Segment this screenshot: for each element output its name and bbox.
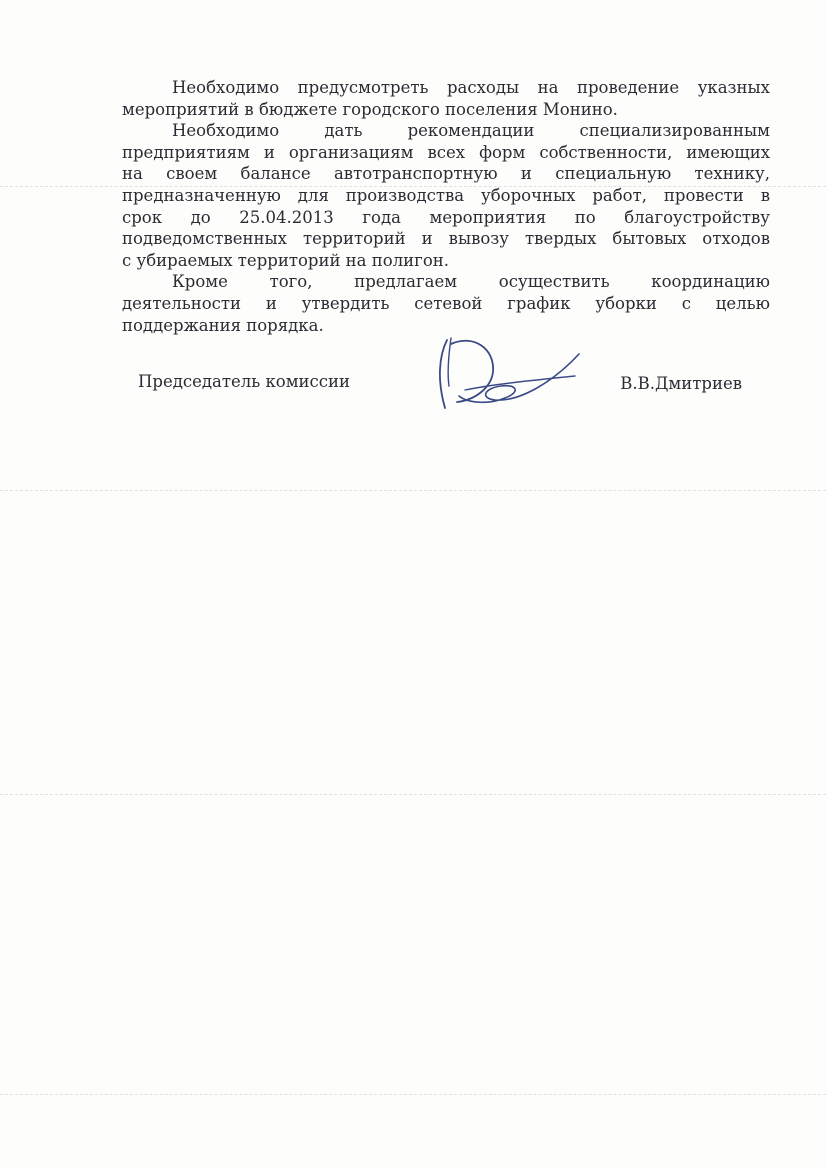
scan-artifact-line (0, 490, 826, 491)
text-line: срок до 25.04.2013 года мероприятия по благоустройству (122, 207, 770, 227)
text-line: Кроме того, предлагаем осуществить координацию (172, 272, 770, 292)
document-body (122, 77, 770, 336)
text-line: подведомственных территорий и вывозу твердых бытовых отходов (122, 229, 770, 249)
text-line: мероприятий в бюджете городского поселения Монино. (122, 99, 618, 119)
text-line: Необходимо предусмотреть расходы на проведение указных (172, 78, 770, 97)
text-line: поддержания порядка. (122, 315, 324, 335)
signatory-title: Председатель комиссии (138, 372, 351, 391)
text-line: на своем балансе автотранспортную и специальную технику, (122, 164, 770, 184)
signatory-name: В.В.Дмитриев (620, 374, 742, 393)
paragraph-expenses (122, 77, 770, 120)
text-line: Необходимо дать рекомендации специализированным (172, 121, 770, 141)
text-line: предназначенную для производства уборочных работ, провести в (122, 185, 770, 205)
paragraph-coordination (122, 271, 770, 336)
text-line: с убираемых территорий на полигон. (122, 250, 449, 270)
paragraph-recommendations (122, 120, 770, 271)
scan-artifact-line (0, 794, 826, 795)
handwritten-signature-icon (425, 334, 585, 416)
scan-artifact-line (0, 1094, 826, 1095)
text-line: деятельности и утвердить сетевой график уборки с целью (122, 293, 770, 313)
text-line: предприятиям и организациям всех форм собственности, имеющих (122, 142, 770, 162)
